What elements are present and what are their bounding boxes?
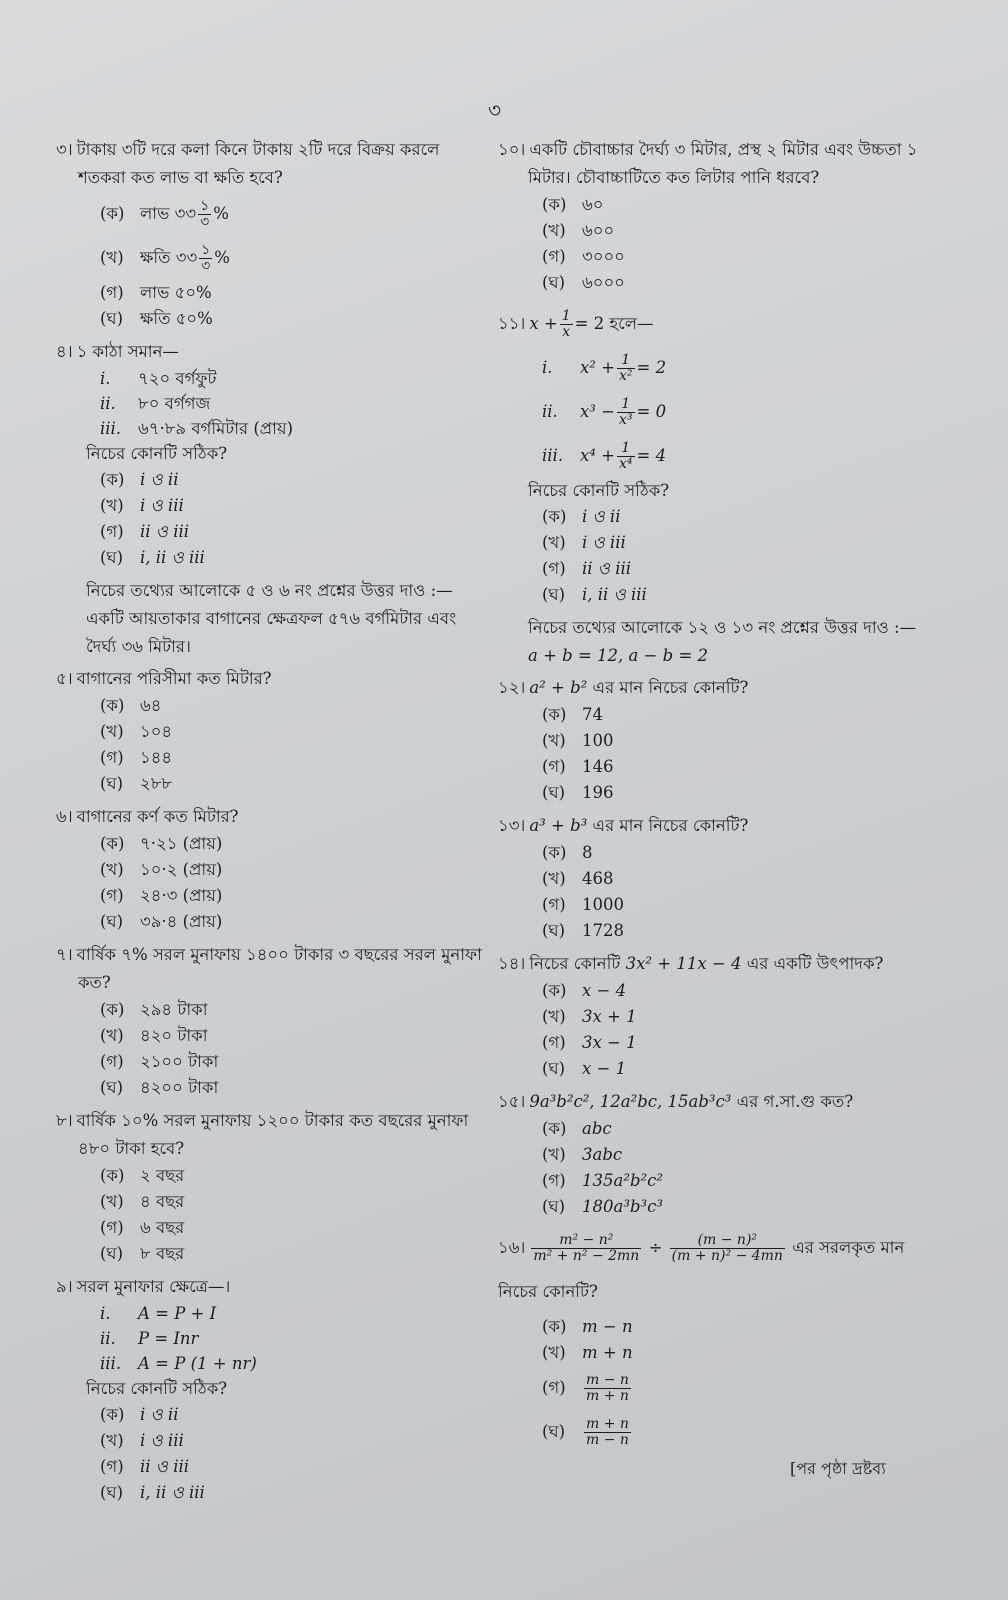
option-kha: (খ) i ও iii xyxy=(100,1431,184,1450)
option-ka: (ক) ২ বছর xyxy=(100,1166,185,1185)
option-ga: (গ) ii ও iii xyxy=(100,1457,190,1476)
option-gha: (ঘ) $\frac{m + n}{m - n}$ xyxy=(542,1416,629,1448)
question-6 xyxy=(56,803,486,935)
option-gha: (ঘ) ৩৯·৪ (প্রায়) xyxy=(100,912,223,931)
option-ga: (গ) ২৪·৩ (প্রায়) xyxy=(100,886,223,905)
option-gha: (ঘ) ৪২০০ টাকা xyxy=(100,1078,219,1097)
option-gha: (ঘ) ক্ষতি ৫০% xyxy=(100,309,213,328)
option-ga: (গ) ২১০০ টাকা xyxy=(100,1052,219,1071)
option-ka: (ক) i ও ii xyxy=(100,1405,179,1424)
question-number: ৬। xyxy=(56,807,73,826)
ask-text: নিচের কোনটি সঠিক? xyxy=(86,1379,228,1398)
statement-iii: iii. ৬৭·৮৯ বর্গমিটার (প্রায়) xyxy=(100,419,294,438)
question-text: টাকায় ৩টি দরে কলা কিনে টাকায় ২টি দরে বিক্রয় করলে শতকরা কত লাভ বা ক্ষতি হবে? xyxy=(76,140,440,187)
option-gha: (ঘ) 180a³b³c³ xyxy=(542,1197,663,1216)
option-ga: (গ) $\frac{m - n}{m + n}$ xyxy=(542,1372,629,1404)
option-ga: (গ) 3x − 1 xyxy=(542,1033,637,1052)
question-3 xyxy=(56,136,486,332)
statement-ii: ii. ৮০ বর্গগজ xyxy=(100,394,211,413)
option-ka: (ক) 74 xyxy=(542,705,603,724)
question-text: সরল মুনাফার ক্ষেত্রে—। xyxy=(76,1277,231,1296)
statement-i: i. A = P + I xyxy=(100,1304,217,1323)
option-ga: (গ) 135a²b²c² xyxy=(542,1171,663,1190)
option-ka: (ক) 8 xyxy=(542,843,593,862)
info-block-5-6 xyxy=(86,577,486,661)
continued-note: [পর পৃষ্ঠা দ্রষ্টব্য xyxy=(790,1459,886,1478)
statement-i: i. x² + $\frac{1}{\text{x²}}$ = 2 xyxy=(542,352,667,384)
info-text: একটি আয়তাকার বাগানের ক্ষেত্রফল ৫৭৬ বর্গমিটার এবং দৈর্ঘ্য ৩৬ মিটার। xyxy=(86,609,457,656)
option-kha: (খ) ৪২০ টাকা xyxy=(100,1026,208,1045)
option-ka: (ক) লাভ ৩৩ $\frac{১}{৩}$ % xyxy=(100,198,229,230)
statement-ii: ii. x³ − $\frac{1}{\text{x³}}$ = 0 xyxy=(542,396,667,428)
question-text: ১ কাঠা সমান— xyxy=(76,342,179,361)
option-gha: (ঘ) x − 1 xyxy=(542,1059,627,1078)
option-gha: (ঘ) ৬০০০ xyxy=(542,273,625,292)
option-ga: (গ) ii ও iii xyxy=(542,559,632,578)
option-gha: (ঘ) 1728 xyxy=(542,921,624,940)
question-number: ১১। xyxy=(498,314,526,333)
option-ka: (ক) i ও ii xyxy=(100,470,179,489)
question-text: বাগানের পরিসীমা কত মিটার? xyxy=(76,669,272,688)
question-number: ৮। xyxy=(56,1111,73,1130)
question-4 xyxy=(56,338,486,571)
question-text: এর গ.সা.গু কত? xyxy=(731,1092,854,1111)
question-8 xyxy=(56,1107,486,1267)
info-lead: নিচের তথ্যের আলোকে ১২ ও ১৩ নং প্রশ্নের উত্তর দাও :— xyxy=(528,618,917,637)
question-number: ১৪। xyxy=(498,954,526,973)
question-7 xyxy=(56,941,486,1101)
question-10 xyxy=(498,136,938,296)
option-kha: (খ) ৪ বছর xyxy=(100,1192,185,1211)
page-number: ৩ xyxy=(488,98,502,122)
statement-iii: iii. x⁴ + $\frac{1}{\text{x⁴}}$ = 4 xyxy=(542,440,667,472)
question-text: এর একটি উৎপাদক? xyxy=(741,954,884,973)
question-5 xyxy=(56,665,486,797)
option-kha: (খ) 3x + 1 xyxy=(542,1007,637,1026)
option-ga: (গ) ii ও iii xyxy=(100,522,190,541)
ask-text: নিচের কোনটি সঠিক? xyxy=(86,444,228,463)
question-number: ৭। xyxy=(56,945,73,964)
question-number: ৩। xyxy=(56,140,73,159)
question-16: ১৬। $\frac{\text{m² − n²}}{\text{m² + n² − 2mn}}$ ÷ $\frac{\text{(m − n)²}}{\text{(m + n)² − 4mn}}$ এর সরলকৃত মান নিচের কোনটি? (ক) m − n (খ) m + n (গ) $\frac{m - n}{m + n}$ (ঘ) $\frac{m + n}{m - n}$ xyxy=(498,1226,938,1454)
option-ka: (ক) ৬৪ xyxy=(100,696,162,715)
right-column xyxy=(498,136,938,1460)
option-ka: (ক) x − 4 xyxy=(542,981,627,1000)
question-text: বার্ষিক ৭% সরল মুনাফায় ১৪০০ টাকার ৩ বছরের সরল মুনাফা কত? xyxy=(76,945,482,992)
option-ka: (ক) m − n xyxy=(542,1317,633,1336)
question-number: ১৩। xyxy=(498,816,526,835)
question-15: ১৫। 9a³b²c², 12a²bc, 15ab³c³ এর গ.সা.গু কত? (ক) abc (খ) 3abc (গ) 135a²b²c² (ঘ) 180a³b³c³ xyxy=(498,1088,938,1220)
option-kha: (খ) 100 xyxy=(542,731,614,750)
question-12: ১২। a² + b² এর মান নিচের কোনটি? (ক) 74 (খ) 100 (গ) 146 (ঘ) 196 xyxy=(498,674,938,806)
left-column xyxy=(56,136,486,1512)
info-block-12-13 xyxy=(528,614,938,670)
statement-ii: ii. P = Inr xyxy=(100,1329,199,1348)
option-kha: (খ) ১০৪ xyxy=(100,722,173,741)
question-number: ১৬। xyxy=(498,1238,526,1257)
question-11: ১১। x + $\frac{1}{x}$ = 2 হলে— i. x² + $\frac{1}{\text{x²}}$ = 2 ii. x³ − $\frac{1}{\text{x³}}$ = 0 iii. x⁴ + $\frac{1}{\text{x⁴}}$ = 4 নিচের কোনটি সঠিক? (ক) i ও ii (খ) i ও iii (গ) ii ও iii (ঘ) i, ii ও iii xyxy=(498,302,938,608)
option-kha: (খ) m + n xyxy=(542,1343,633,1362)
question-text: এর সরলকৃত মান নিচের কোনটি? xyxy=(498,1238,905,1301)
option-kha: (খ) i ও iii xyxy=(100,496,184,515)
option-ga: (গ) লাভ ৫০% xyxy=(100,283,212,302)
question-13: ১৩। a³ + b³ এর মান নিচের কোনটি? (ক) 8 (খ) 468 (গ) 1000 (ঘ) 1728 xyxy=(498,812,938,944)
option-ka: (ক) i ও ii xyxy=(542,507,621,526)
option-ga: (গ) 146 xyxy=(542,757,614,776)
option-ka: (ক) ৭·২১ (প্রায়) xyxy=(100,834,223,853)
question-text: এর মান নিচের কোনটি? xyxy=(587,678,749,697)
option-ka: (ক) ২৯৪ টাকা xyxy=(100,1000,208,1019)
option-ka: (ক) ৬০ xyxy=(542,195,604,214)
statement-iii: iii. A = P (1 + nr) xyxy=(100,1354,257,1373)
question-number: ৫। xyxy=(56,669,73,688)
question-9 xyxy=(56,1273,486,1506)
info-lead: নিচের তথ্যের আলোকে ৫ ও ৬ নং প্রশ্নের উত্তর দাও :— xyxy=(86,581,453,600)
option-gha: (ঘ) i, ii ও iii xyxy=(100,548,205,567)
option-ga: (গ) ৩০০০ xyxy=(542,247,625,266)
option-gha: (ঘ) 196 xyxy=(542,783,614,802)
option-ga: (গ) 1000 xyxy=(542,895,624,914)
option-kha: (খ) 468 xyxy=(542,869,614,888)
question-number: ১২। xyxy=(498,678,526,697)
ask-text: নিচের কোনটি সঠিক? xyxy=(528,481,670,500)
option-ka: (ক) abc xyxy=(542,1119,612,1138)
option-gha: (ঘ) ৮ বছর xyxy=(100,1244,185,1263)
question-text: এর মান নিচের কোনটি? xyxy=(587,816,749,835)
question-14: ১৪। নিচের কোনটি 3x² + 11x − 4 এর একটি উৎপাদক? (ক) x − 4 (খ) 3x + 1 (গ) 3x − 1 (ঘ) x − 1 xyxy=(498,950,938,1082)
option-kha: (খ) i ও iii xyxy=(542,533,626,552)
question-text: বাগানের কর্ণ কত মিটার? xyxy=(76,807,239,826)
option-gha: (ঘ) i, ii ও iii xyxy=(542,585,647,604)
option-kha: (খ) ৬০০ xyxy=(542,221,615,240)
info-text: a + b = 12, a − b = 2 xyxy=(528,646,709,665)
statement-i: i. ৭২০ বর্গফুট xyxy=(100,369,217,388)
question-number: ১৫। xyxy=(498,1092,526,1111)
question-number: ৯। xyxy=(56,1277,73,1296)
question-text: বার্ষিক ১০% সরল মুনাফায় ১২০০ টাকার কত বছরের মুনাফা ৪৮০ টাকা হবে? xyxy=(76,1111,469,1158)
option-ga: (গ) ৬ বছর xyxy=(100,1218,185,1237)
question-text: একটি চৌবাচ্চার দৈর্ঘ্য ৩ মিটার, প্রস্থ ২ মিটার এবং উচ্চতা ১ মিটার। চৌবাচ্চাটিতে কত লিটার পানি ধরবে? xyxy=(528,140,918,187)
option-kha: (খ) 3abc xyxy=(542,1145,623,1164)
option-gha: (ঘ) ২৮৮ xyxy=(100,774,173,793)
option-gha: (ঘ) i, ii ও iii xyxy=(100,1483,205,1502)
option-kha: (খ) ক্ষতি ৩৩ $\frac{১}{৩}$ % xyxy=(100,242,230,274)
option-kha: (খ) ১০·২ (প্রায়) xyxy=(100,860,223,879)
option-ga: (গ) ১৪৪ xyxy=(100,748,173,767)
question-number: ৪। xyxy=(56,342,73,361)
question-number: ১০। xyxy=(498,140,526,159)
